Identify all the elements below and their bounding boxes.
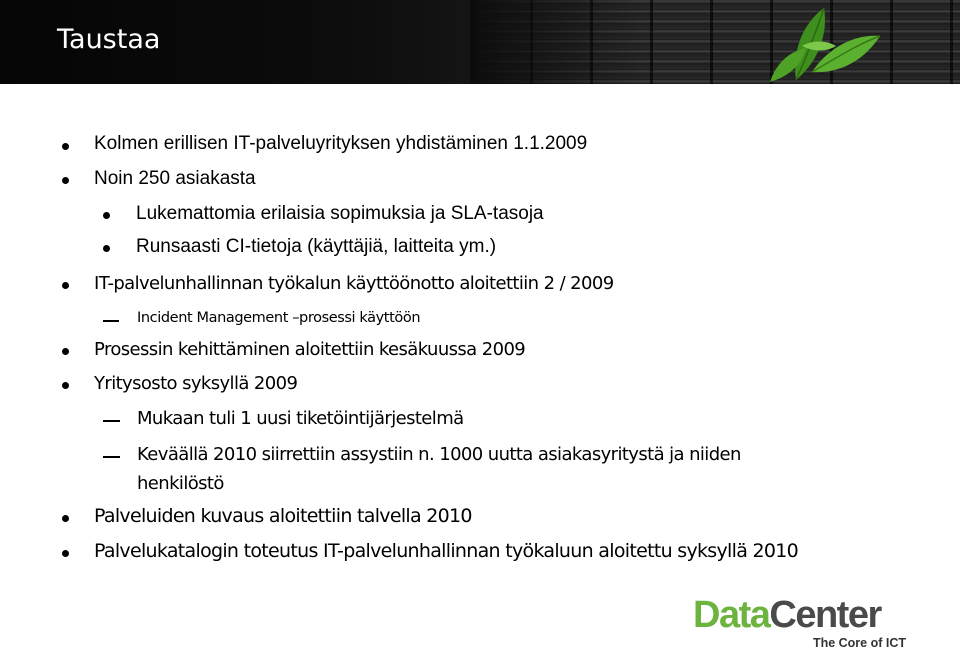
logo-data-text: Data <box>693 594 770 636</box>
header-banner <box>0 0 960 84</box>
logo-tagline: The Core of ICT <box>812 636 906 650</box>
list-item-text: Lukemattomia erilaisia sopimuksia ja SLA-tasoja <box>136 203 544 224</box>
list-item-text: IT-palvelunhallinnan työkalun käyttöönotto aloitettiin 2 / 2009 <box>94 273 614 294</box>
list-item-text: Palveluiden kuvaus aloitettiin talvella 2010 <box>94 505 472 527</box>
list-item-text: Prosessin kehittäminen aloitettiin kesäkuussa 2009 <box>94 339 526 360</box>
bullet-marker <box>62 550 69 557</box>
bullet-marker <box>62 515 69 522</box>
list-item-text-continued: henkilöstö <box>137 473 224 494</box>
bullet-marker <box>62 348 69 355</box>
logo-wordmark <box>693 594 881 637</box>
dash-marker <box>103 420 120 422</box>
bullet-marker <box>62 177 69 184</box>
server-rack-image <box>470 0 960 84</box>
datacenter-logo <box>693 594 915 654</box>
list-item-text: Incident Management –prosessi käyttöön <box>137 310 421 326</box>
list-item-text: Mukaan tuli 1 uusi tiketöintijärjestelmä <box>137 408 464 429</box>
bullet-marker <box>103 212 110 219</box>
list-item-text: Keväällä 2010 siirrettiin assystiin n. 1000 uutta asiakasyritystä ja niiden <box>137 444 741 465</box>
bullet-marker <box>62 143 69 150</box>
list-item-text: Yritysosto syksyllä 2009 <box>94 373 298 394</box>
dash-marker <box>103 456 120 458</box>
list-item-text: Runsaasti CI-tietoja (käyttäjiä, laitteita ym.) <box>136 236 497 257</box>
bullet-marker <box>62 382 69 389</box>
bullet-marker <box>103 245 110 252</box>
leaf-icon <box>762 2 882 82</box>
list-item-text: Noin 250 asiakasta <box>94 168 256 189</box>
list-item-text: Kolmen erillisen IT-palveluyrityksen yhdistäminen 1.1.2009 <box>94 133 588 154</box>
logo-center-text: Center <box>769 594 881 636</box>
dash-marker <box>103 320 119 322</box>
bullet-marker <box>62 282 69 289</box>
list-item-text: Palvelukatalogin toteutus IT-palvelunhallinnan työkaluun aloitettu syksyllä 2010 <box>94 540 799 562</box>
page-title: Taustaa <box>57 24 161 55</box>
